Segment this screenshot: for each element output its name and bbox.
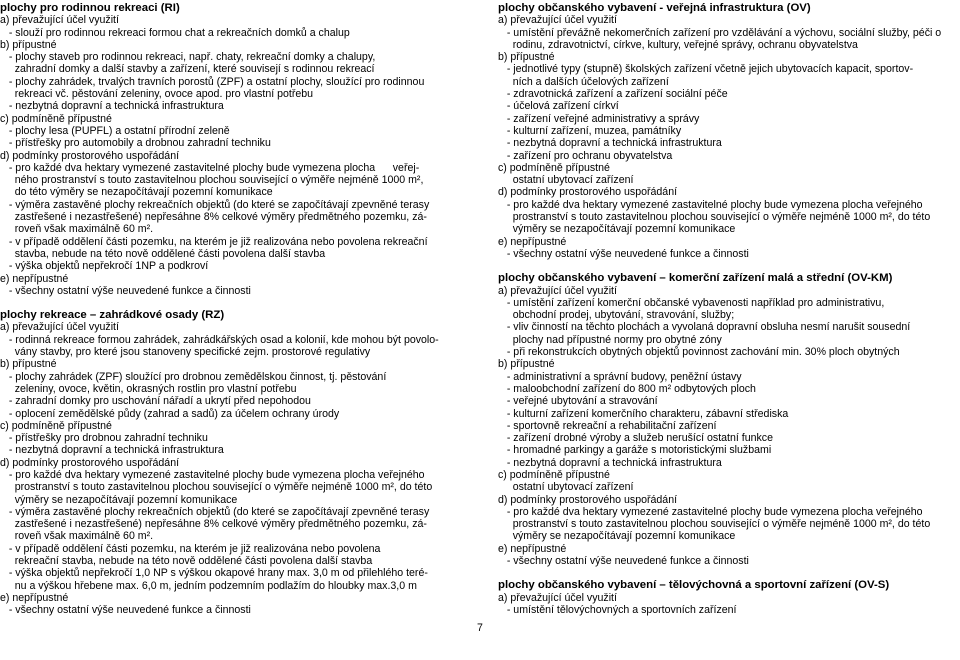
text-line: do této výměry se nezapočítávají pozemní komunikace: [0, 186, 273, 199]
text-line: - všechny ostatní výše neuvedené funkce a činnosti: [0, 284, 251, 297]
section-heading: plochy rekreace – zahrádkové osady (RZ): [0, 309, 225, 322]
text-line: b) přípustné: [0, 38, 57, 51]
text-line: - přístřešky pro drobnou zahradní techniku: [0, 432, 208, 445]
text-line: - nezbytná dopravní a technická infrastruktura: [498, 456, 722, 469]
text-line: - slouží pro rodinnou rekreaci formou chat a rekreačních domků a chalup: [0, 26, 350, 39]
section-heading: plochy občanského vybavení - veřejná infrastruktura (OV): [498, 2, 811, 14]
text-line: - výška objektů nepřekročí 1,0 NP s výškou okapové hrany max. 3,0 m od přilehlého teré-: [0, 567, 428, 580]
text-line: a) převažující účel využití: [498, 284, 617, 297]
text-line: - pro každé dva hektary vymezené zastavitelné plochy bude vymezena plocha veřejného: [0, 468, 425, 481]
text-line: - při rekonstrukcích obytných objektů povinnost zachování min. 30% ploch obytných: [498, 346, 900, 359]
text-line: - kulturní zařízení, muzea, památníky: [498, 124, 682, 137]
section-heading: plochy pro rodinnou rekreaci (RI): [0, 2, 180, 14]
text-line: výměry se nezapočítávají pozemní komunikace: [498, 530, 736, 543]
text-line: - pro každé dva hektary vymezené zastavitelné plochy bude vymezena plocha veřejného: [498, 198, 923, 211]
text-line: - sportovně rekreační a rehabilitační zařízení: [498, 419, 717, 432]
text-line: rodinu, zdravotnictví, církve, kultury, veřejné správy, ochranu obyvatelstva: [498, 38, 858, 51]
text-line: b) přípustné: [0, 358, 57, 371]
text-line: c) podmíněně přípustné: [0, 419, 112, 432]
text-line: a) převažující účel využití: [498, 591, 617, 604]
text-line: zeleniny, ovoce, květin, okrasných rostlin pro vlastní potřebu: [0, 382, 297, 395]
text-line: vány stavby, pro které jsou stanoveny specifické zejm. prostorové regulativy: [0, 346, 371, 359]
text-line: - výměra zastavěné plochy rekreačních objektů (do které se započítávají zpevněné terasy: [0, 198, 430, 211]
text-line: - plochy lesa (PUPFL) a ostatní přírodní zeleně: [0, 124, 230, 137]
page-number: 7: [477, 622, 483, 634]
text-line: - nezbytná dopravní a technická infrastruktura: [498, 137, 722, 150]
text-line: b) přípustné: [498, 358, 555, 371]
text-line: ních a dalších účelových zařízení: [498, 75, 669, 88]
text-line: zastřešené i nezastřešené) nepřesáhne 8% celkové výměry předmětného pozemku, zá-: [0, 518, 427, 531]
text-line: plochy nad přípustné normy pro obytné zóny: [498, 333, 722, 346]
text-line: prostranství s touto zastavitelnou plochou související o výměře nejméně 1000 m², do této: [498, 211, 931, 224]
text-line: - maloobchodní zařízení do 800 m² odbytových ploch: [498, 382, 756, 395]
text-line: - umístění zařízení komerční občanské vybavenosti například pro administrativu,: [498, 296, 885, 309]
text-line: e) nepřípustné: [0, 272, 69, 285]
text-line: roveň však maximálně 60 m².: [0, 223, 154, 236]
text-line: obchodní prodej, ubytování, stravování, služby;: [498, 309, 735, 322]
text-line: ostatní ubytovací zařízení: [498, 481, 634, 494]
text-line: - rodinná rekreace formou zahrádek, zahrádkářských osad a kolonií, kde mohou být povolo-: [0, 333, 439, 346]
text-line: - vliv činností na těchto plochách a vyvolaná dopravní obsluha nesmí narušit sousední: [498, 321, 911, 334]
text-line: e) nepřípustné: [0, 591, 69, 604]
section-spacer: [498, 567, 960, 579]
text-line: prostranství s touto zastavitelnou plochou související o výměře nejméně 1000 m², do této: [498, 518, 931, 531]
text-line: - nezbytná dopravní a technická infrastruktura: [0, 100, 224, 113]
text-line: - jednotlivé typy (stupně) školských zařízení včetně jejich ubytovacích kapacit, sportov-: [498, 63, 914, 76]
text-line: - všechny ostatní výše neuvedené funkce a činnosti: [498, 247, 749, 260]
text-line: - zařízení pro ochranu obyvatelstva: [498, 149, 673, 162]
text-line: rekreaci vč. pěstování zeleniny, ovoce apod. pro vlastní potřebu: [0, 88, 314, 101]
text-line: stavba, nebude na této nově oddělené části povolena další stavba: [0, 247, 326, 260]
text-line: e) nepřípustné: [498, 542, 567, 555]
text-line: prostranství s touto zastavitelnou plochou související o výměře nejméně 1000 m², do této: [0, 481, 433, 494]
text-line: d) podmínky prostorového uspořádání: [498, 493, 678, 506]
text-line: a) převažující účel využití: [498, 14, 617, 27]
text-line: - veřejné ubytování a stravování: [498, 395, 658, 408]
text-line: rekreační stavba, nebude na této nově oddělené části povolena další stavba: [0, 555, 373, 568]
text-line: - zdravotnická zařízení a zařízení sociální péče: [498, 88, 728, 101]
section-spacer: [498, 260, 960, 272]
text-line: - výška objektů nepřekročí 1NP a podkroví: [0, 260, 209, 273]
text-line: - výměra zastavěné plochy rekreačních objektů (do které se započítávají zpevněné terasy: [0, 505, 430, 518]
text-line: výměry se nezapočítávají pozemní komunikace: [498, 223, 736, 236]
text-line: - nezbytná dopravní a technická infrastruktura: [0, 444, 224, 457]
text-line: ného prostranství s touto zastavitelnou plochou související o výměře nejméně 1000 m²,: [0, 174, 424, 187]
text-line: d) podmínky prostorového uspořádání: [0, 456, 180, 469]
text-line: a) převažující účel využití: [0, 14, 119, 27]
text-line: - pro každé dva hektary vymezené zastavitelné plochy bude vymezena plocha veřejného: [498, 505, 923, 518]
text-line: - zařízení drobné výroby a služeb nerušící ostatní funkce: [498, 432, 773, 445]
section-heading: plochy občanského vybavení – komerční zařízení malá a střední (OV-KM): [498, 272, 893, 285]
text-line: - plochy zahrádek (ZPF) sloužící pro drobnou zemědělskou činnost, tj. pěstování: [0, 370, 387, 383]
text-line: - umístění tělovýchovných a sportovních zařízení: [498, 603, 737, 616]
text-line: zastřešené i nezastřešené) nepřesáhne 8% celkové výměry předmětného pozemku, zá-: [0, 211, 427, 224]
text-line: e) nepřípustné: [498, 235, 567, 248]
text-line: - administrativní a správní budovy, peněžní ústavy: [498, 370, 742, 383]
text-line: zahradní domky a další stavby a zařízení, které souvisejí s rodinnou rekreací: [0, 63, 375, 76]
text-line: d) podmínky prostorového uspořádání: [0, 149, 180, 162]
text-line: - přístřešky pro automobily a drobnou zahradní techniku: [0, 137, 271, 150]
text-line: - oplocení zemědělské půdy (zahrad a sadů) za účelem ochrany úrody: [0, 407, 340, 420]
text-line: nu a výškou hřebene max. 6,0 m, jedním podzemním podlažím do hloubky max.3,0 m: [0, 579, 417, 592]
text-line: ostatní ubytovací zařízení: [498, 174, 634, 187]
text-line: - zařízení veřejné administrativy a správy: [498, 112, 700, 125]
right-column: [498, 2, 960, 616]
text-line: - kulturní zařízení komerčního charakteru, zábavní střediska: [498, 407, 789, 420]
text-line: c) podmíněně přípustné: [498, 468, 610, 481]
text-line: - umístění převážně nekomerčních zařízení pro vzdělávání a výchovu, sociální služby, péči o: [498, 26, 942, 39]
left-column: [0, 2, 460, 617]
text-line: c) podmíněně přípustné: [498, 161, 610, 174]
text-line: c) podmíněně přípustné: [0, 112, 112, 125]
text-line: - v případě oddělení části pozemku, na kterém je již realizována nebo povolena rekreační: [0, 235, 428, 248]
text-line: - hromadné parkingy a garáže s motoristickými službami: [498, 444, 772, 457]
section-heading: plochy občanského vybavení – tělovýchovná a sportovní zařízení (OV-S): [498, 579, 890, 592]
text-line: - všechny ostatní výše neuvedené funkce a činnosti: [498, 555, 749, 568]
text-line: b) přípustné: [498, 51, 555, 64]
section-spacer: [0, 297, 460, 309]
text-line: - pro každé dva hektary vymezené zastavitelné plochy bude vymezena plocha veřej-: [0, 161, 420, 174]
text-line: - v případě oddělení části pozemku, na kterém je již realizována nebo povolena: [0, 542, 381, 555]
text-line: - všechny ostatní výše neuvedené funkce a činnosti: [0, 604, 251, 617]
text-line: a) převažující účel využití: [0, 321, 119, 334]
text-line: - zahradní domky pro uschování nářadí a ukrytí před nepohodou: [0, 395, 311, 408]
text-line: výměry se nezapočítávají pozemní komunikace: [0, 493, 238, 506]
text-line: d) podmínky prostorového uspořádání: [498, 186, 678, 199]
text-line: - plochy staveb pro rodinnou rekreaci, např. chaty, rekreační domky a chalupy,: [0, 51, 376, 64]
text-line: - účelová zařízení církví: [498, 100, 619, 113]
text-line: roveň však maximálně 60 m².: [0, 530, 154, 543]
text-line: - plochy zahrádek, trvalých travních porostů (ZPF) a ostatní plochy, sloužící pro rodinnou: [0, 75, 425, 88]
